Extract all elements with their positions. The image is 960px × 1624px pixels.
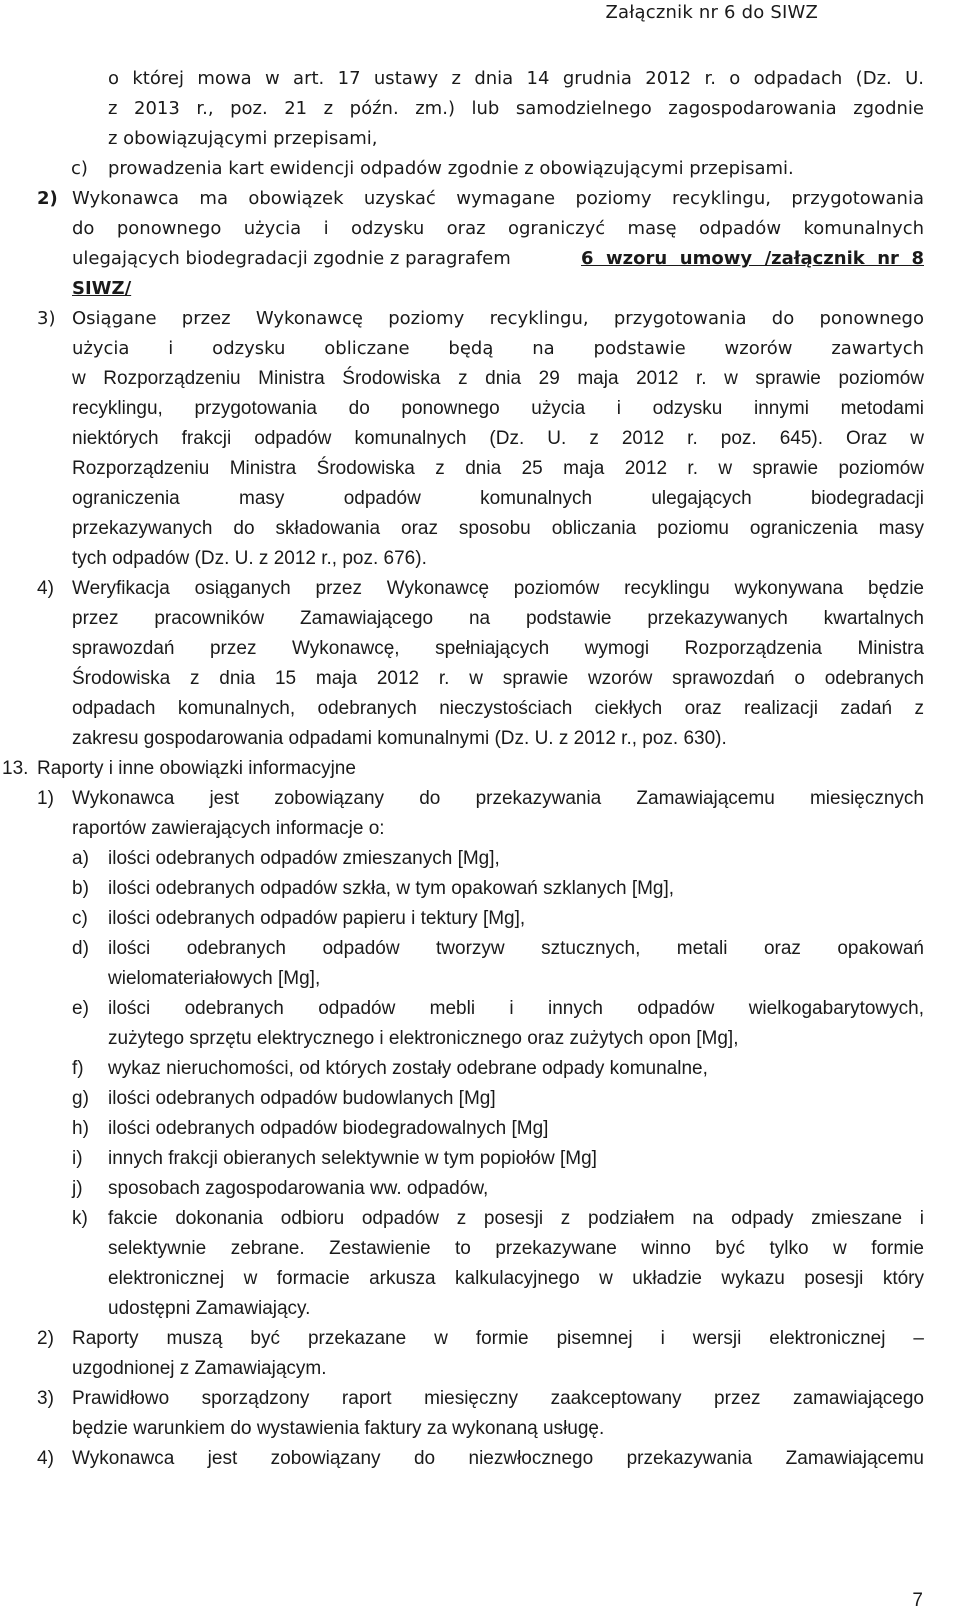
text-line: Raporty muszą być przekazane w formie pisemnej i wersji elektronicznej – [72,1328,924,1349]
text-line: przekazywanych do składowania oraz sposobu obliczania poziomu ograniczenia masy [72,518,924,539]
list-item: wykaz nieruchomości, od których zostały odebrane odpady komunalne, [108,1058,708,1079]
text-line: ulegających biodegradacji zgodnie z paragrafem [72,248,511,269]
list-marker: 4) [37,1448,54,1469]
list-item: ilości odebranych odpadów szkła, w tym opakowań szklanych [Mg], [108,878,675,899]
text-line: zakresu gospodarowania odpadami komunalnymi (Dz. U. z 2012 r., poz. 630). [72,728,727,749]
text-line: raportów zawierających informacje o: [72,818,385,839]
text-line: sprawozdań przez Wykonawcę, spełniających wymogi Rozporządzenia Ministra [72,638,924,659]
list-marker: i) [72,1148,83,1169]
text-line: z obowiązującymi przepisami, [108,128,378,149]
list-item: sposobach zagospodarowania ww. odpadów, [108,1178,489,1199]
list-marker: e) [72,998,89,1019]
list-item: ilości odebranych odpadów tworzyw sztucznych, metali oraz opakowań [108,938,924,959]
text-line: przez pracowników Zamawiającego na podstawie przekazywanych kwartalnych [72,608,924,629]
list-item: ilości odebranych odpadów mebli i innych odpadów wielkogabarytowych, [108,998,924,1019]
list-item: ilości odebranych odpadów biodegradowalnych [Mg] [108,1118,549,1139]
text-line: o której mowa w art. 17 ustawy z dnia 14 grudnia 2012 r. o odpadach (Dz. U. [108,68,924,89]
text-line: w Rozporządzeniu Ministra Środowiska z dnia 29 maja 2012 r. w sprawie poziomów [72,368,924,389]
text-line: będzie warunkiem do wystawienia faktury za wykonaną usługę. [72,1418,605,1439]
text-line: do ponownego użycia i odzysku oraz ograniczyć masę odpadów komunalnych [72,218,924,239]
section-heading: Raporty i inne obowiązki informacyjne [37,758,356,779]
text-line: Środowiska z dnia 15 maja 2012 r. w sprawie wzorów sprawozdań o odebranych [72,668,924,689]
list-item: ilości odebranych odpadów budowlanych [Mg] [108,1088,496,1109]
text-line: prowadzenia kart ewidencji odpadów zgodnie z obowiązującymi przepisami. [108,158,794,179]
list-marker: 3) [37,1388,54,1409]
list-item: wielomateriałowych [Mg], [108,968,321,989]
list-marker: 1) [37,788,54,809]
text-line-link: 6 wzoru umowy /załącznik nr 8 [581,248,924,269]
list-marker: b) [72,878,89,899]
list-item: ilości odebranych odpadów zmieszanych [Mg], [108,848,500,869]
text-line: Wykonawca jest zobowiązany do niezwłocznego przekazywania Zamawiającemu [72,1448,924,1469]
page-header: Załącznik nr 6 do SIWZ [605,2,818,23]
list-marker: c) [71,158,88,179]
list-marker: 2) [37,188,58,209]
list-item: selektywnie zebrane. Zestawienie to przekazywane winno być tylko w formie [108,1238,924,1259]
text-line: Rozporządzeniu Ministra Środowiska z dnia 25 maja 2012 r. w sprawie poziomów [72,458,924,479]
list-marker: a) [72,848,89,869]
list-marker: c) [72,908,88,929]
text-line: użycia i odzysku obliczane będą na podstawie wzorów zawartych [72,338,924,359]
list-marker: h) [72,1118,89,1139]
text-line: Osiągane przez Wykonawcę poziomy recyklingu, przygotowania do ponownego [72,308,924,329]
list-item: elektronicznej w formacie arkusza kalkulacyjnego w układzie wykazu posesji który [108,1268,924,1289]
text-line-link: SIWZ/ [72,278,132,299]
text-line: odpadach komunalnych, odebranych nieczystościach ciekłych oraz realizacji zadań z [72,698,924,719]
text-line: z 2013 r., poz. 21 z późn. zm.) lub samodzielnego zagospodarowania zgodnie [108,98,924,119]
text-line: recyklingu, przygotowania do ponownego użycia i odzysku innymi metodami [72,398,924,419]
list-marker: d) [72,938,89,959]
list-item: udostępni Zamawiający. [108,1298,311,1319]
page-number: 7 [912,1590,923,1611]
text-line: niektórych frakcji odpadów komunalnych (Dz. U. z 2012 r. poz. 645). Oraz w [72,428,924,449]
list-marker: 2) [37,1328,54,1349]
text-line: Wykonawca jest zobowiązany do przekazywania Zamawiającemu miesięcznych [72,788,924,809]
text-line: uzgodnionej z Zamawiającym. [72,1358,327,1379]
list-item: innych frakcji obieranych selektywnie w tym popiołów [Mg] [108,1148,597,1169]
text-line: tych odpadów (Dz. U. z 2012 r., poz. 676). [72,548,427,569]
text-line: Prawidłowo sporządzony raport miesięczny zaakceptowany przez zamawiającego [72,1388,924,1409]
list-marker: 4) [37,578,54,599]
list-item: zużytego sprzętu elektrycznego i elektronicznego oraz zużytych opon [Mg], [108,1028,739,1049]
list-marker: j) [72,1178,83,1199]
text-line: Weryfikacja osiąganych przez Wykonawcę poziomów recyklingu wykonywana będzie [72,578,924,599]
list-marker: g) [72,1088,89,1109]
list-marker: f) [72,1058,84,1079]
list-marker: 3) [37,308,56,329]
text-line: Wykonawca ma obowiązek uzyskać wymagane poziomy recyklingu, przygotowania [72,188,924,209]
section-number: 13. [2,758,29,779]
list-item: ilości odebranych odpadów papieru i tektury [Mg], [108,908,526,929]
list-marker: k) [72,1208,88,1229]
text-line: ograniczenia masy odpadów komunalnych ulegających biodegradacji [72,488,924,509]
list-item: fakcie dokonania odbioru odpadów z posesji z podziałem na odpady zmieszane i [108,1208,924,1229]
